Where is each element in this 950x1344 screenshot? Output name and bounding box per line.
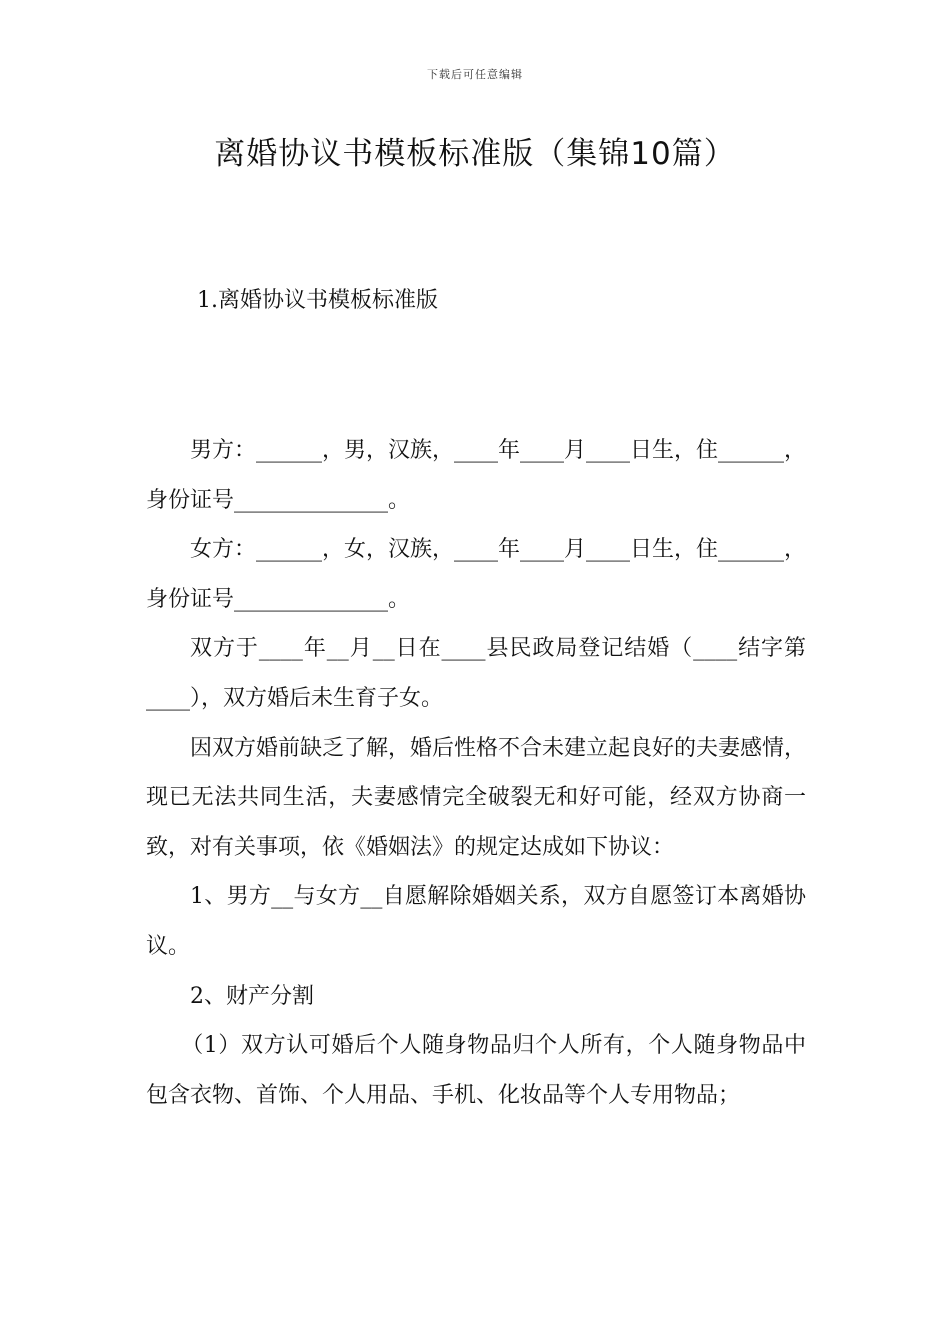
header-note: 下载后可任意编辑 bbox=[427, 68, 523, 81]
paragraph-reason: 因双方婚前缺乏了解，婚后性格不合未建立起良好的夫妻感情，现已无法共同生活，夫妻感情完全破裂无和好可能，经双方协商一致，对有关事项，依《婚姻法》的规定达成如下协议： bbox=[146, 735, 807, 860]
section-heading: 1.离婚协议书模板标准版 bbox=[197, 288, 438, 313]
document-body bbox=[146, 426, 806, 1120]
paragraph-clause-2-1: （1）双方认可婚后个人随身物品归个人所有，个人随身物品中包含衣物、首饰、个人用品、手机、化妆品等个人专用物品； bbox=[146, 1033, 806, 1108]
paragraph-marriage-registration: 双方于____年__月__日在____县民政局登记结婚（____结字第____），双方婚后未生育子女。 bbox=[146, 636, 806, 711]
paragraph-clause-2: 2、财产分割 bbox=[190, 983, 314, 1009]
paragraph-female-party: 女方：______，女，汉族，____年____月____日生，住______，身份证号______________。 bbox=[146, 537, 807, 612]
document-title: 离婚协议书模板标准版（集锦10篇） bbox=[214, 136, 736, 172]
paragraph-male-party: 男方：______，男，汉族，____年____月____日生，住______，身份证号______________。 bbox=[146, 438, 807, 513]
paragraph-clause-1: 1、男方__与女方__自愿解除婚姻关系，双方自愿签订本离婚协议。 bbox=[146, 884, 806, 959]
